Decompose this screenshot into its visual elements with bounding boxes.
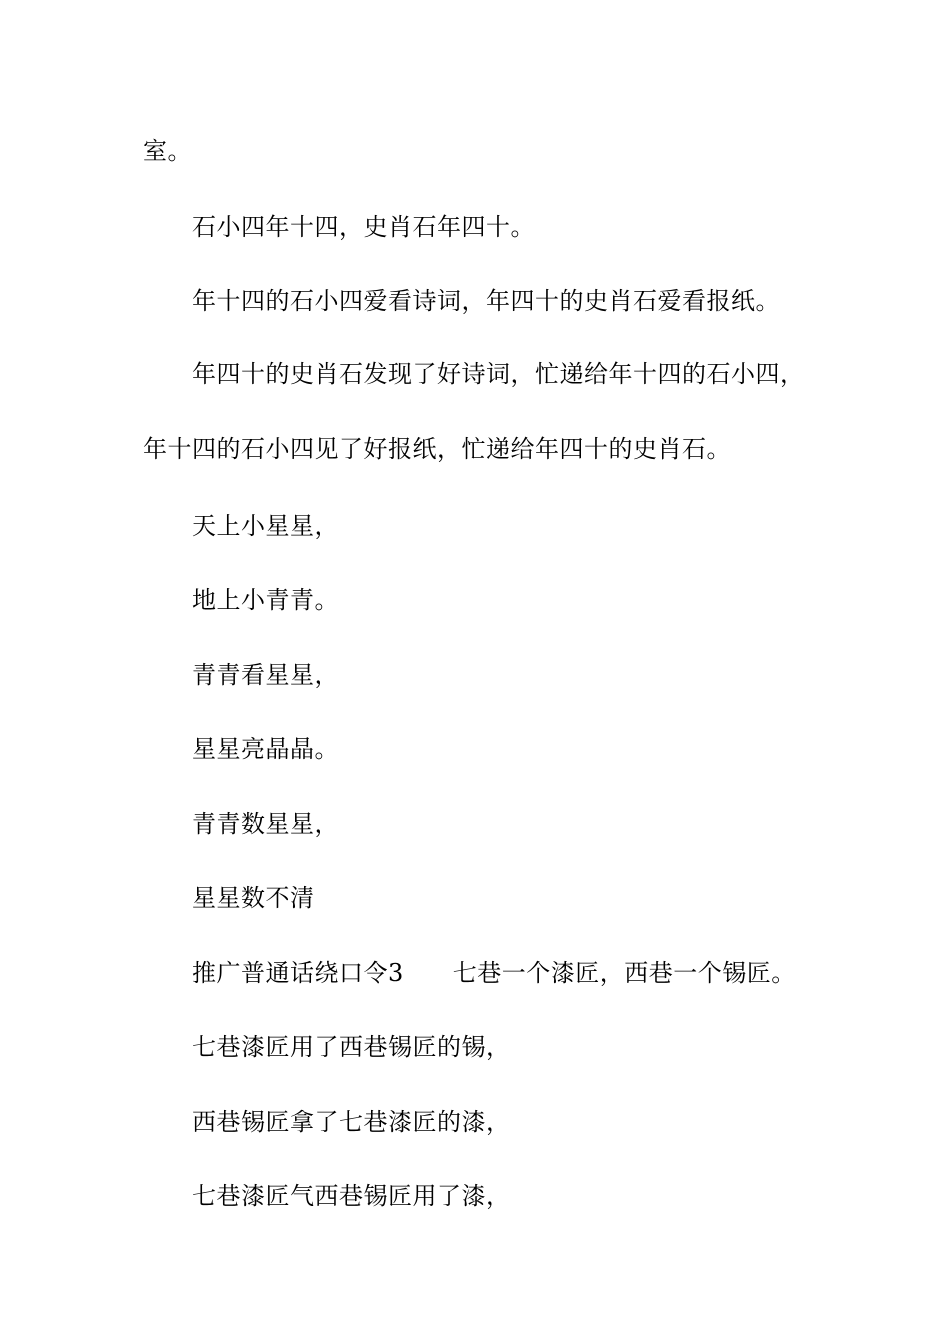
- poem-line: 七巷漆匠用了西巷锡匠的锡，: [192, 1033, 511, 1061]
- poem-line: 七巷漆匠气西巷锡匠用了漆，: [192, 1182, 511, 1210]
- paragraph-line: 室。: [143, 137, 192, 165]
- paragraph-line: 年四十的史肖石发现了好诗词，忙递给年十四的石小四，: [192, 360, 805, 388]
- poem-line: 天上小星星，: [192, 512, 339, 540]
- poem-line: 地上小青青。: [192, 586, 339, 614]
- paragraph-line: 年十四的石小四爱看诗词，年四十的史肖石爱看报纸。: [192, 287, 780, 315]
- paragraph-line: 年十四的石小四见了好报纸，忙递给年四十的史肖石。: [143, 435, 731, 463]
- poem-line: 星星数不清: [192, 884, 315, 912]
- paragraph-line: 石小四年十四，史肖石年四十。: [192, 213, 535, 241]
- poem-line: 青青数星星，: [192, 810, 339, 838]
- poem-line: 星星亮晶晶。: [192, 735, 339, 763]
- section-line: 推广普通话绕口令3 七巷一个漆匠，西巷一个锡匠。: [192, 959, 796, 987]
- poem-line: 青青看星星，: [192, 661, 339, 689]
- poem-line: 西巷锡匠拿了七巷漆匠的漆，: [192, 1108, 511, 1136]
